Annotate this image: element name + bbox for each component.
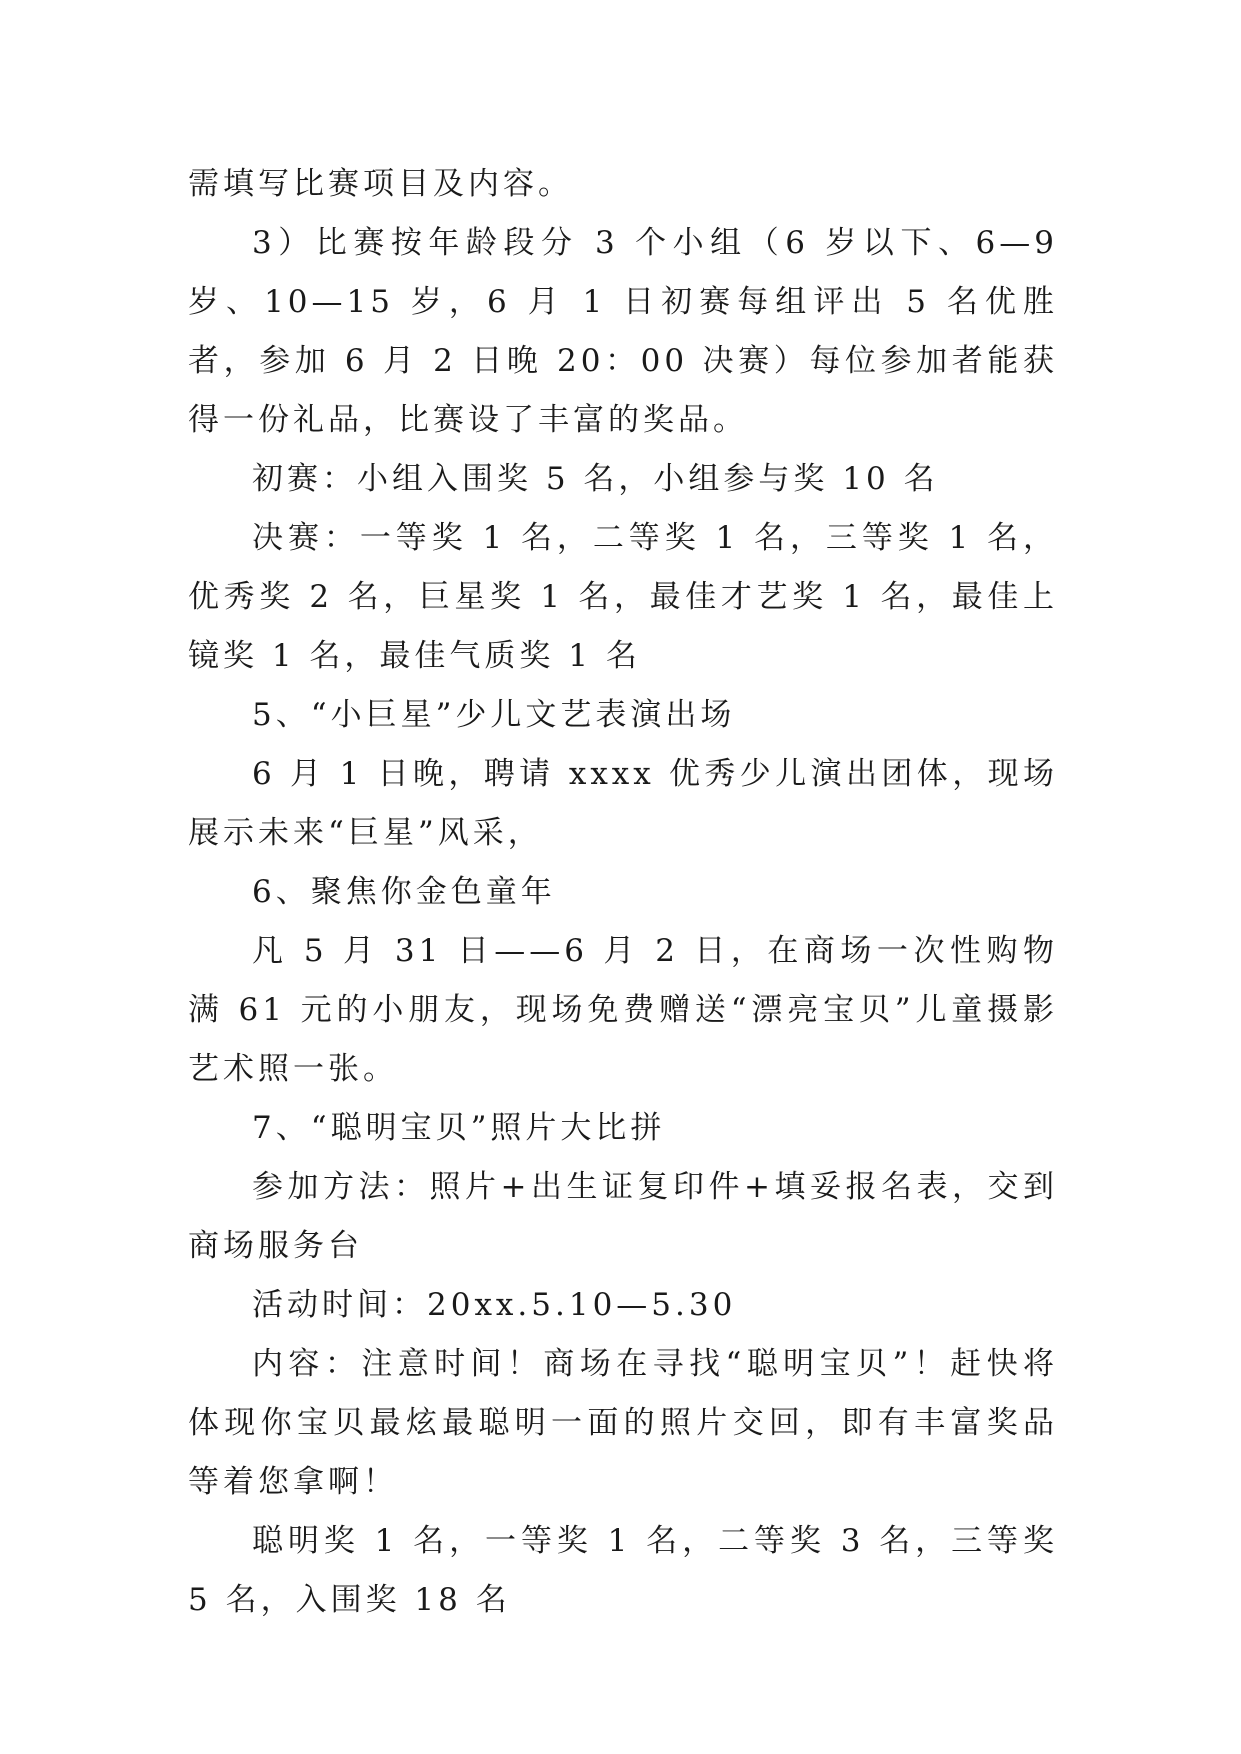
paragraph-age-groups: 3）比赛按年龄段分 3 个小组（6 岁以下、6—9 岁、10—15 岁，6 月 1 日初赛每组评出 5 名优胜者，参加 6 月 2 日晚 20：00 决赛）每位参加者能获得一份礼品，比赛设了丰富的奖品。 <box>188 225 1058 438</box>
heading-little-star-show: 5、“小巨星”少儿文艺表演出场 <box>252 697 736 733</box>
paragraph-final-prizes: 决赛：一等奖 1 名，二等奖 1 名，三等奖 1 名，优秀奖 2 名，巨星奖 1 名，最佳才艺奖 1 名，最佳上镜奖 1 名，最佳气质奖 1 名 <box>188 520 1058 674</box>
paragraph-performance-details: 6 月 1 日晚，聘请 xxxx 优秀少儿演出团体，现场展示未来“巨星”风采， <box>188 756 1058 851</box>
document-body <box>188 155 1058 1630</box>
paragraph-preliminary-prizes: 初赛：小组入围奖 5 名，小组参与奖 10 名 <box>252 461 939 497</box>
heading-smart-baby-contest: 7、“聪明宝贝”照片大比拼 <box>252 1110 666 1146</box>
paragraph-entry-form-note: 需填写比赛项目及内容。 <box>188 166 573 202</box>
paragraph-participation-method: 参加方法：照片+出生证复印件+填妥报名表，交到商场服务台 <box>188 1169 1058 1264</box>
paragraph-contest-content: 内容：注意时间！商场在寻找“聪明宝贝”！赶快将体现你宝贝最炫最聪明一面的照片交回，即有丰富奖品等着您拿啊！ <box>188 1346 1058 1500</box>
paragraph-photo-gift: 凡 5 月 31 日——6 月 2 日，在商场一次性购物满 61 元的小朋友，现场免费赠送“漂亮宝贝”儿童摄影艺术照一张。 <box>188 933 1058 1087</box>
paragraph-contest-prizes: 聪明奖 1 名，一等奖 1 名，二等奖 3 名，三等奖 5 名，入围奖 18 名 <box>188 1523 1058 1618</box>
heading-golden-childhood: 6、聚焦你金色童年 <box>252 874 556 910</box>
paragraph-event-time: 活动时间：20xx.5.10—5.30 <box>252 1287 737 1323</box>
